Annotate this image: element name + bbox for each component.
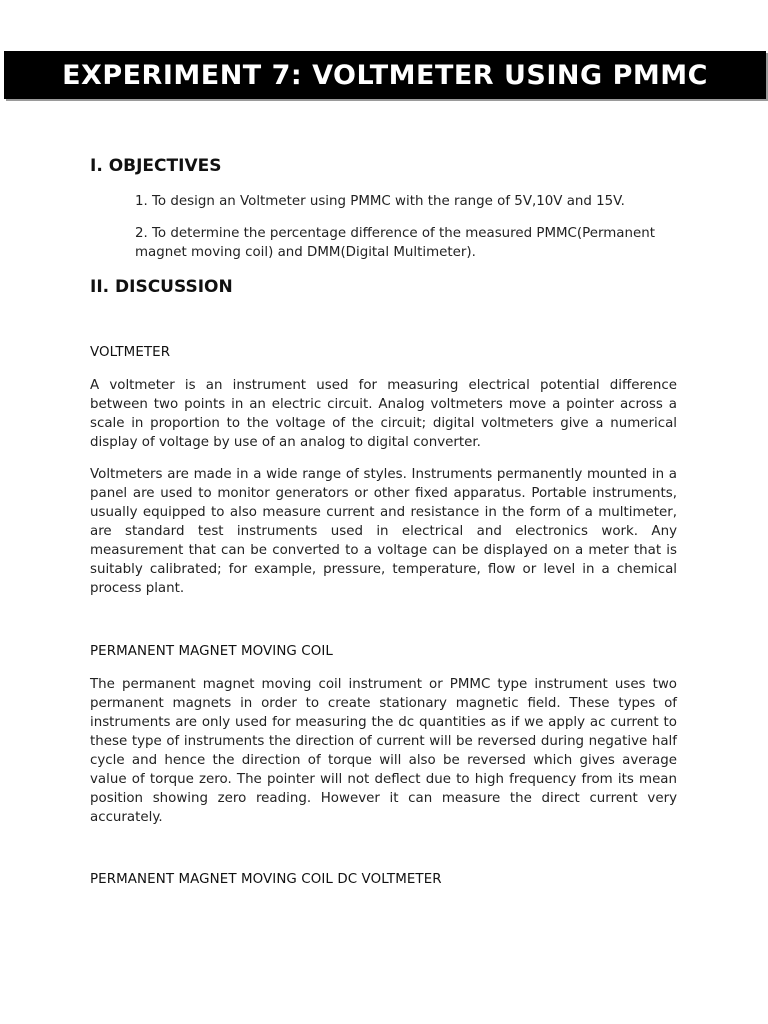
voltmeter-heading: VOLTMETER (90, 345, 171, 360)
pmmc-dc-voltmeter-heading: PERMANENT MAGNET MOVING COIL DC VOLTMETER (90, 872, 442, 887)
objective-item-2: 2. To determine the percentage difference of the measured PMMC(Permanent magnet moving coil) and DMM(Digital Multimeter). (135, 226, 655, 260)
discussion-heading: II. DISCUSSION (90, 277, 233, 297)
voltmeter-paragraph-1: A voltmeter is an instrument used for measuring electrical potential difference between two points in an electric circuit. Analog voltmeters move a pointer across a scale in proportion to the voltage of the circuit; digital voltmeters give a numerical display of voltage by use of an analog to digital converter. (90, 378, 677, 450)
pmmc-paragraph: The permanent magnet moving coil instrument or PMMC type instrument uses two permanent magnets in order to create stationary magnetic field. These types of instruments are only used for measuring the dc quantities as if we apply ac current to these type of instruments the direction of current will be reversed during negative half cycle and hence the direction of torque will also be reversed which gives average value of torque zero. The pointer will not deflect due to high frequency from its mean position showing zero reading. However it can measure the direct current very accurately. (90, 677, 677, 825)
objective-item-1: 1. To design an Voltmeter using PMMC with the range of 5V,10V and 15V. (135, 194, 625, 209)
pmmc-heading: PERMANENT MAGNET MOVING COIL (90, 644, 333, 659)
objectives-heading: I. OBJECTIVES (90, 156, 222, 176)
voltmeter-paragraph-2: Voltmeters are made in a wide range of styles. Instruments permanently mounted in a panel are used to monitor generators or other fixed apparatus. Portable instruments, usually equipped to also measure current and resistance in the form of a multimeter, are standard test instruments used in electrical and electronics work. Any measurement that can be converted to a voltage can be displayed on a meter that is suitably calibrated; for example, pressure, temperature, flow or level in a chemical process plant. (90, 467, 677, 596)
experiment-title: EXPERIMENT 7: VOLTMETER USING PMMC (4, 51, 766, 99)
